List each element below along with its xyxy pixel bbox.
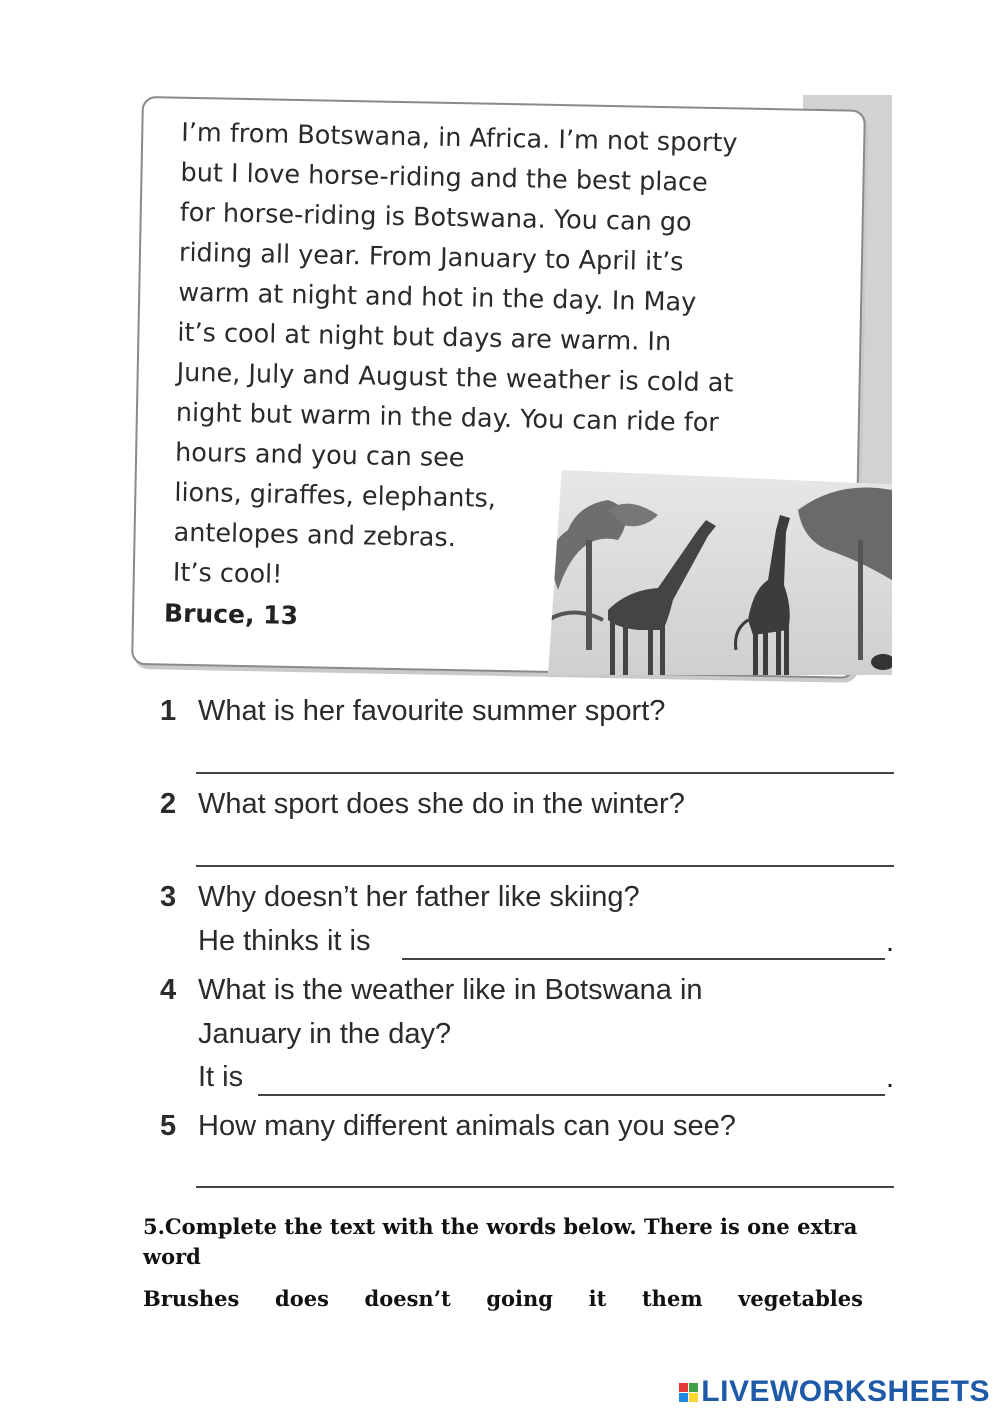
- reading-line: I’m from Botswana, in Africa. I’m not sporty: [181, 117, 738, 159]
- answer-line-2[interactable]: [196, 865, 894, 867]
- question-3: [160, 881, 640, 914]
- answer-line-3[interactable]: [402, 958, 885, 960]
- question-1: [160, 695, 665, 728]
- reading-line: It’s cool!: [172, 557, 283, 590]
- savanna-illustration: [548, 470, 892, 675]
- logo-icon: [679, 1383, 698, 1402]
- reading-line: it’s cool at night but days are warm. In: [177, 317, 672, 358]
- period: .: [886, 1062, 895, 1094]
- question-number: 1: [160, 695, 177, 727]
- question-text: How many different animals can you see?: [198, 1110, 736, 1142]
- reading-line: June, July and August the weather is cold at: [176, 357, 734, 399]
- reading-line: for horse-riding is Botswana. You can go: [179, 197, 692, 238]
- question-number: 2: [160, 788, 177, 820]
- reading-line: riding all year. From January to April it’s: [178, 237, 684, 278]
- question-text: Why doesn’t her father like skiing?: [198, 881, 640, 913]
- answer-line-1[interactable]: [196, 772, 894, 774]
- period: .: [886, 926, 895, 958]
- question-2: [160, 788, 685, 821]
- question-3-prompt: He thinks it is: [198, 925, 371, 957]
- giraffes-photo: [548, 470, 892, 675]
- word-bank-word: Brushes: [143, 1286, 240, 1311]
- word-bank-word: it: [588, 1286, 607, 1311]
- word-bank-word: vegetables: [738, 1286, 863, 1311]
- reading-line: warm at night and hot in the day. In May: [177, 277, 697, 318]
- word-bank-word: does: [275, 1286, 329, 1311]
- brand-name: LIVEWORKSHEETS: [701, 1375, 990, 1408]
- question-4-prompt: It is: [198, 1061, 244, 1093]
- answer-line-4[interactable]: [258, 1094, 885, 1096]
- liveworksheets-logo: [679, 1375, 990, 1409]
- question-text: What sport does she do in the winter?: [198, 788, 685, 820]
- reading-line: lions, giraffes, elephants,: [174, 477, 497, 514]
- reading-line: hours and you can see: [174, 437, 465, 474]
- task-instruction: 5.Complete the text with the words below. There is one extra word: [143, 1214, 858, 1269]
- question-text: What is her favourite summer sport?: [198, 695, 666, 727]
- author-signature: Bruce, 13: [163, 598, 299, 631]
- question-4: [160, 974, 703, 1007]
- word-bank-word: them: [641, 1286, 703, 1311]
- question-4-line-2: January in the day?: [198, 1018, 452, 1050]
- question-text: What is the weather like in Botswana in: [198, 974, 703, 1006]
- question-5: [160, 1110, 736, 1143]
- reading-line: but I love horse-riding and the best place: [180, 157, 709, 198]
- word-bank: [143, 1286, 863, 1311]
- reading-line: antelopes and zebras.: [173, 517, 457, 554]
- question-number: 5: [160, 1110, 177, 1142]
- word-bank-word: doesn’t: [364, 1286, 451, 1311]
- answer-line-5[interactable]: [196, 1186, 894, 1188]
- reading-line: night but warm in the day. You can ride for: [175, 397, 720, 439]
- word-bank-word: going: [486, 1286, 553, 1311]
- question-number: 4: [160, 974, 177, 1006]
- question-number: 3: [160, 881, 177, 913]
